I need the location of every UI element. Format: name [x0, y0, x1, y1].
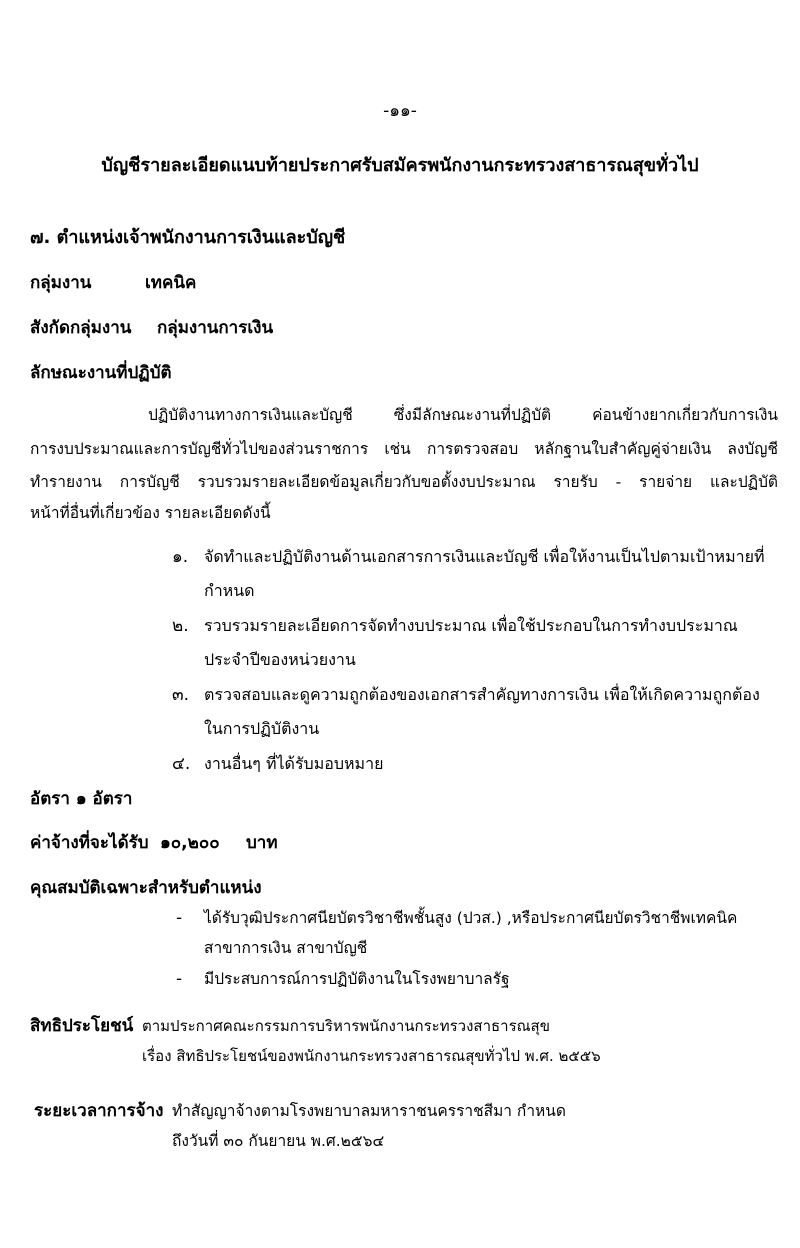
wage-label: ค่าจ้างที่จะได้รับ: [30, 833, 149, 853]
page-number: -๑๑-: [383, 101, 417, 121]
job-item-number: ๓.: [172, 685, 190, 705]
qualification-text: มีประสบการณ์การปฏิบัติงานในโรงพยาบาลรัฐ: [204, 970, 510, 988]
wage-unit: บาท: [246, 833, 278, 853]
benefits-text: ตามประกาศคณะกรรมการบริหารพนักงานกระทรวงสาธารณสุข: [142, 1017, 550, 1035]
division-value: กลุ่มงานการเงิน: [157, 318, 274, 338]
job-paragraph-line: ทำรายงาน การบัญชี รวบรวมรายละเอียดข้อมูลเกี่ยวกับขอตั้งงบประมาณ รายรับ - รายจ่าย และปฏิบัติ: [30, 473, 778, 491]
duration-text: ถึงวันที่ ๓๐ กันยายน พ.ศ.๒๕๖๔: [172, 1132, 385, 1150]
work-group-value: เทคนิค: [145, 273, 197, 293]
benefits-text: เรื่อง สิทธิประโยชน์ของพนักงานกระทรวงสาธารณสุขทั่วไป พ.ศ. ๒๕๕๖: [142, 1047, 601, 1065]
job-item-text: งานอื่นๆ ที่ได้รับมอบหมาย: [204, 754, 384, 773]
job-item-text: รวบรวมรายละเอียดการจัดทำงบประมาณ เพื่อใช้ประกอบในการทำงบประมาณ: [204, 616, 738, 635]
wage-amount: ๑๐,๒๐๐: [160, 833, 220, 853]
job-item-text: จัดทำและปฏิบัติงานด้านเอกสารการเงินและบัญชี เพื่อให้งานเป็นไปตามเป้าหมายที่: [204, 547, 765, 566]
division-label: สังกัดกลุ่มงาน: [30, 318, 132, 338]
qualification-text: สาขาการเงิน สาขาบัญชี: [204, 939, 368, 957]
qualification-bullet: -: [176, 969, 183, 989]
position-heading: ๗. ตำแหน่งเจ้าพนักงานการเงินและบัญชี: [30, 227, 346, 248]
job-item-number: ๒.: [172, 616, 189, 636]
duration-label: ระยะเวลาการจ้าง: [34, 1101, 164, 1121]
rate-line: อัตรา ๑ อัตรา: [30, 789, 133, 809]
work-group-label: กลุ่มงาน: [30, 273, 92, 293]
job-item-text: ในการปฏิบัติงาน: [204, 719, 320, 738]
qualifications-heading: คุณสมบัติเฉพาะสำหรับตำแหน่ง: [30, 878, 262, 898]
benefits-label: สิทธิประโยชน์: [30, 1016, 134, 1036]
qualification-text: ได้รับวุฒิประกาศนียบัตรวิชาชีพชั้นสูง (ปวส.) ,หรือประกาศนียบัตรวิชาชีพเทคนิค: [204, 909, 738, 927]
job-item-text: ประจำปีของหน่วยงาน: [204, 650, 356, 669]
duration-text: ทำสัญญาจ้างตามโรงพยาบาลมหาราชนครราชสีมา กำหนด: [172, 1102, 566, 1120]
job-description-heading: ลักษณะงานที่ปฏิบัติ: [30, 363, 172, 383]
job-item-text: กำหนด: [204, 581, 255, 600]
job-item-number: ๑.: [172, 547, 189, 567]
job-paragraph-line: การงบประมาณและการบัญชีทั่วไปของส่วนราชการ เช่น การตรวจสอบ หลักฐานใบสำคัญคู่จ่ายเงิน ลงบัญชี: [30, 440, 778, 458]
document-title: บัญชีรายละเอียดแนบท้ายประกาศรับสมัครพนักงานกระทรวงสาธารณสุขทั่วไป: [101, 155, 699, 176]
job-item-text: ตรวจสอบและดูความถูกต้องของเอกสารสำคัญทางการเงิน เพื่อให้เกิดความถูกต้อง: [204, 685, 760, 704]
qualification-bullet: -: [176, 908, 183, 928]
job-paragraph-line: หน้าที่อื่นที่เกี่ยวข้อง รายละเอียดดังนี้: [30, 504, 271, 522]
job-item-number: ๔.: [172, 754, 191, 774]
job-paragraph-line: ปฏิบัติงานทางการเงินและบัญชี ซึ่งมีลักษณะงานที่ปฏิบัติ ค่อนข้างยากเกี่ยวกับการเงิน: [148, 406, 778, 424]
